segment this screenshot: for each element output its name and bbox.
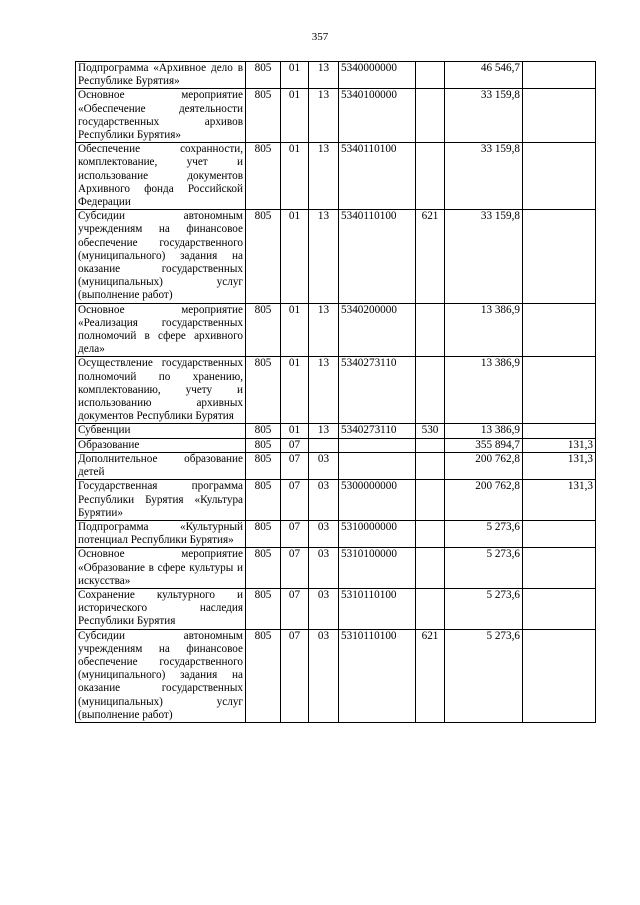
section-code: 01: [281, 62, 309, 89]
subsection-code: 03: [309, 588, 339, 629]
amount: 13 386,9: [445, 424, 523, 438]
table-row: [76, 548, 596, 589]
section-code: 07: [281, 520, 309, 547]
row-name: Сохранение культурного и исторического наследия Республики Бурятия: [76, 588, 246, 629]
target-article-code: [339, 438, 416, 452]
section-code: 01: [281, 357, 309, 424]
amount: 33 159,8: [445, 143, 523, 210]
subsection-code: 03: [309, 452, 339, 479]
section-code: 07: [281, 480, 309, 521]
expense-type-code: [416, 357, 445, 424]
target-article-code: 5310110100: [339, 629, 416, 722]
ministry-code: 805: [246, 424, 281, 438]
additional-amount: [523, 548, 596, 589]
ministry-code: 805: [246, 588, 281, 629]
additional-amount: 131,3: [523, 452, 596, 479]
amount: 33 159,8: [445, 89, 523, 143]
target-article-code: 5300000000: [339, 480, 416, 521]
expense-type-code: 621: [416, 629, 445, 722]
target-article-code: 5340273110: [339, 357, 416, 424]
subsection-code: [309, 438, 339, 452]
table-row: [76, 452, 596, 479]
row-name: Подпрограмма «Архивное дело в Республике Бурятия»: [76, 62, 246, 89]
row-name: Основное мероприятие «Образование в сфере культуры и искусства»: [76, 548, 246, 589]
row-name: Субсидии автономным учреждениям на финансовое обеспечение государственного (муниципального) задания на оказание государственных (муниципальных) услуг (выполнение работ): [76, 210, 246, 303]
amount: 5 273,6: [445, 548, 523, 589]
additional-amount: [523, 62, 596, 89]
additional-amount: [523, 89, 596, 143]
ministry-code: 805: [246, 629, 281, 722]
row-name: Обеспечение сохранности, комплектование, учет и использование документов Архивного фонда Российской Федерации: [76, 143, 246, 210]
section-code: 07: [281, 452, 309, 479]
ministry-code: 805: [246, 303, 281, 357]
table-row: [76, 520, 596, 547]
table-row: [76, 210, 596, 303]
row-name: Субсидии автономным учреждениям на финансовое обеспечение государственного (муниципального) задания на оказание государственных (муниципальных) услуг (выполнение работ): [76, 629, 246, 722]
subsection-code: 13: [309, 143, 339, 210]
expense-type-code: 530: [416, 424, 445, 438]
table-row: [76, 629, 596, 722]
ministry-code: 805: [246, 210, 281, 303]
additional-amount: [523, 303, 596, 357]
table-row: [76, 424, 596, 438]
expense-type-code: [416, 62, 445, 89]
amount: 13 386,9: [445, 303, 523, 357]
row-name: Основное мероприятие «Реализация государственных полномочий в сфере архивного дела»: [76, 303, 246, 357]
row-name: Дополнительное образование детей: [76, 452, 246, 479]
expense-type-code: 621: [416, 210, 445, 303]
target-article-code: 5340273110: [339, 424, 416, 438]
table-row: [76, 143, 596, 210]
ministry-code: 805: [246, 357, 281, 424]
amount: 13 386,9: [445, 357, 523, 424]
target-article-code: 5340110100: [339, 210, 416, 303]
budget-table: [75, 61, 596, 723]
additional-amount: [523, 143, 596, 210]
subsection-code: 13: [309, 303, 339, 357]
row-name: Осуществление государственных полномочий по хранению, комплектованию, учету и использованию архивных документов Республики Бурятия: [76, 357, 246, 424]
additional-amount: [523, 588, 596, 629]
ministry-code: 805: [246, 480, 281, 521]
expense-type-code: [416, 89, 445, 143]
section-code: 01: [281, 424, 309, 438]
target-article-code: 5340200000: [339, 303, 416, 357]
table-body: [76, 62, 596, 723]
section-code: 07: [281, 548, 309, 589]
amount: 46 546,7: [445, 62, 523, 89]
subsection-code: 13: [309, 89, 339, 143]
expense-type-code: [416, 438, 445, 452]
target-article-code: 5310110100: [339, 588, 416, 629]
row-name: Основное мероприятие «Обеспечение деятельности государственных архивов Республики Бурятия»: [76, 89, 246, 143]
row-name: Государственная программа Республики Бурятия «Культура Бурятии»: [76, 480, 246, 521]
subsection-code: 13: [309, 210, 339, 303]
table-row: [76, 588, 596, 629]
expense-type-code: [416, 480, 445, 521]
page-number: 357: [311, 31, 329, 43]
amount: 33 159,8: [445, 210, 523, 303]
section-code: 01: [281, 89, 309, 143]
amount: 355 894,7: [445, 438, 523, 452]
table-row: [76, 438, 596, 452]
amount: 5 273,6: [445, 520, 523, 547]
additional-amount: [523, 357, 596, 424]
additional-amount: [523, 210, 596, 303]
subsection-code: 03: [309, 480, 339, 521]
table-row: [76, 357, 596, 424]
table-row: [76, 303, 596, 357]
section-code: 01: [281, 143, 309, 210]
expense-type-code: [416, 143, 445, 210]
row-name: Подпрограмма «Культурный потенциал Республики Бурятия»: [76, 520, 246, 547]
additional-amount: 131,3: [523, 438, 596, 452]
amount: 5 273,6: [445, 588, 523, 629]
expense-type-code: [416, 588, 445, 629]
ministry-code: 805: [246, 89, 281, 143]
table-row: [76, 62, 596, 89]
additional-amount: [523, 520, 596, 547]
subsection-code: 03: [309, 548, 339, 589]
target-article-code: 5340110100: [339, 143, 416, 210]
section-code: 07: [281, 629, 309, 722]
target-article-code: 5340100000: [339, 89, 416, 143]
subsection-code: 13: [309, 357, 339, 424]
target-article-code: 5340000000: [339, 62, 416, 89]
row-name: Субвенции: [76, 424, 246, 438]
section-code: 07: [281, 438, 309, 452]
ministry-code: 805: [246, 520, 281, 547]
subsection-code: 03: [309, 629, 339, 722]
expense-type-code: [416, 303, 445, 357]
amount: 200 762,8: [445, 480, 523, 521]
section-code: 07: [281, 588, 309, 629]
ministry-code: 805: [246, 548, 281, 589]
ministry-code: 805: [246, 143, 281, 210]
ministry-code: 805: [246, 452, 281, 479]
table-row: [76, 480, 596, 521]
amount: 200 762,8: [445, 452, 523, 479]
ministry-code: 805: [246, 438, 281, 452]
table-row: [76, 89, 596, 143]
subsection-code: 13: [309, 62, 339, 89]
expense-type-code: [416, 520, 445, 547]
target-article-code: [339, 452, 416, 479]
subsection-code: 13: [309, 424, 339, 438]
ministry-code: 805: [246, 62, 281, 89]
row-name: Образование: [76, 438, 246, 452]
subsection-code: 03: [309, 520, 339, 547]
additional-amount: [523, 629, 596, 722]
target-article-code: 5310000000: [339, 520, 416, 547]
expense-type-code: [416, 548, 445, 589]
expense-type-code: [416, 452, 445, 479]
additional-amount: [523, 424, 596, 438]
amount: 5 273,6: [445, 629, 523, 722]
section-code: 01: [281, 303, 309, 357]
target-article-code: 5310100000: [339, 548, 416, 589]
section-code: 01: [281, 210, 309, 303]
additional-amount: 131,3: [523, 480, 596, 521]
